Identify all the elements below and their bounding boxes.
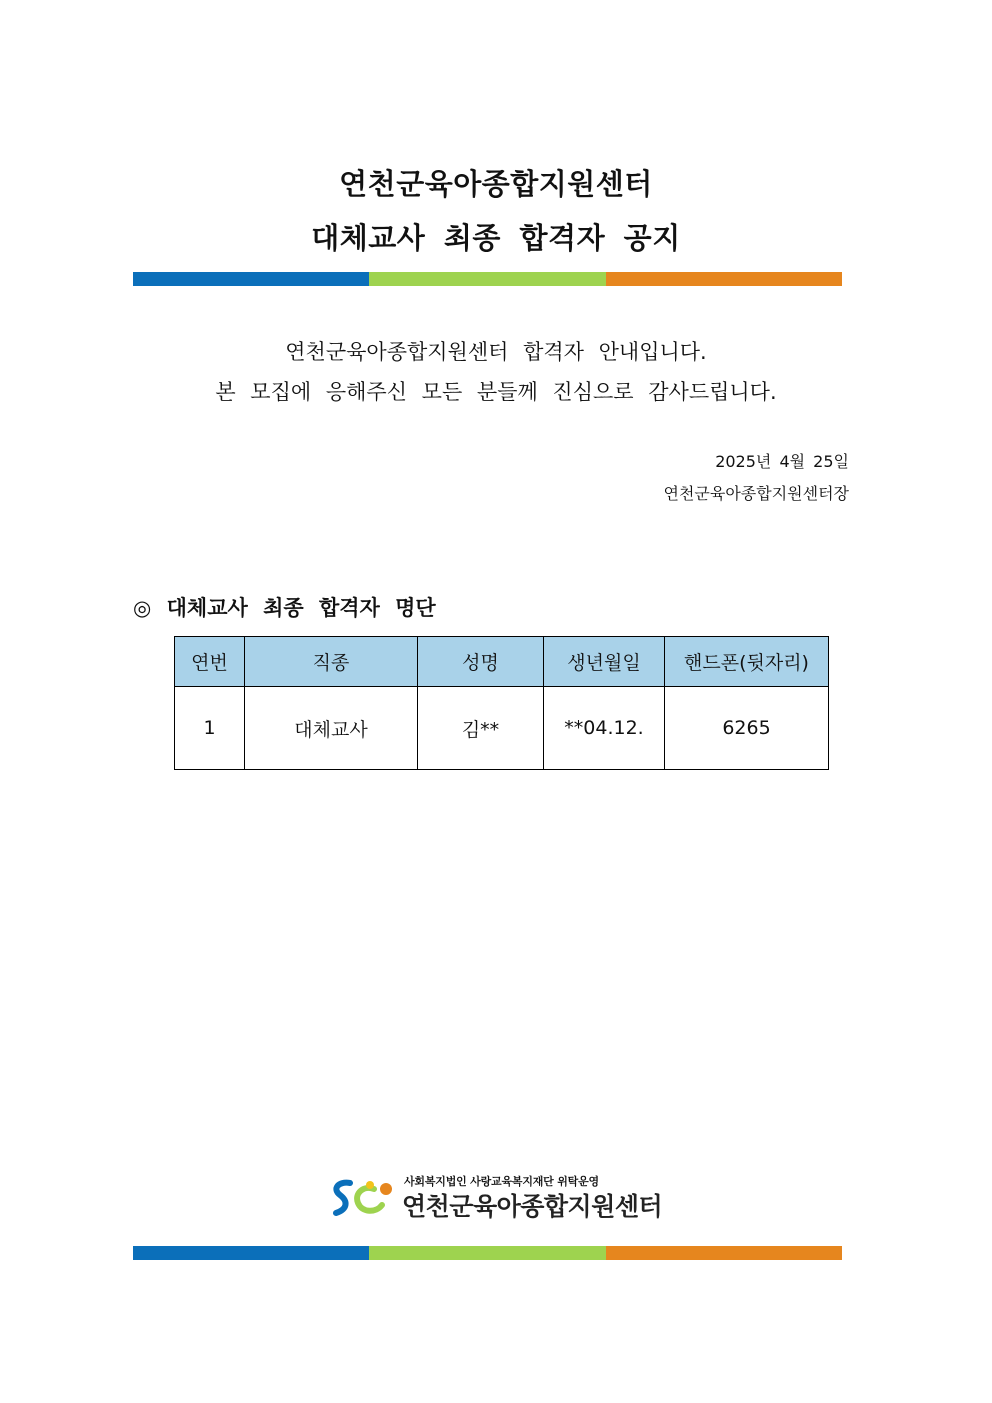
roster-table — [174, 636, 829, 770]
header-cell-job: 직종 — [245, 637, 418, 687]
org-title: 연천군육아종합지원센터 — [339, 167, 653, 201]
notice-title: 대체교사 최종 합격자 공지 — [311, 221, 681, 255]
cell-name: 김** — [418, 687, 544, 770]
cell-phone: 6265 — [665, 687, 829, 770]
intro-line-1: 연천군육아종합지원센터 합격자 안내입니다. — [285, 340, 707, 364]
bar-segment-blue — [133, 272, 369, 286]
section-title: ◎ 대체교사 최종 합격자 명단 — [133, 596, 436, 620]
sc-logo-icon — [330, 1175, 398, 1221]
bar-segment-green — [369, 1246, 605, 1260]
signer-name: 연천군육아종합지원센터장 — [663, 484, 849, 503]
header-cell-phone: 핸드폰(뒷자리) — [665, 637, 829, 687]
table-row — [175, 687, 829, 770]
header-cell-name: 성명 — [418, 637, 544, 687]
bar-segment-blue — [133, 1246, 369, 1260]
foundation-text: 사회복지법인 사랑교육복지재단 위탁운영 — [404, 1175, 599, 1188]
cell-job: 대체교사 — [245, 687, 418, 770]
footer-logo — [330, 1173, 663, 1223]
header-cell-number: 연번 — [175, 637, 245, 687]
footer-center-name: 연천군육아종합지원센터 — [402, 1192, 663, 1221]
top-color-bar — [133, 272, 842, 286]
bar-segment-green — [369, 272, 605, 286]
bar-segment-orange — [606, 272, 842, 286]
intro-line-2: 본 모집에 응해주신 모든 분들께 진심으로 감사드립니다. — [215, 380, 777, 404]
bar-segment-orange — [606, 1246, 842, 1260]
table-header-row — [175, 637, 829, 687]
bottom-color-bar — [133, 1246, 842, 1260]
cell-birthdate: **04.12. — [544, 687, 665, 770]
cell-number: 1 — [175, 687, 245, 770]
header-cell-birthdate: 생년월일 — [544, 637, 665, 687]
notice-date: 2025년 4월 25일 — [715, 452, 849, 471]
